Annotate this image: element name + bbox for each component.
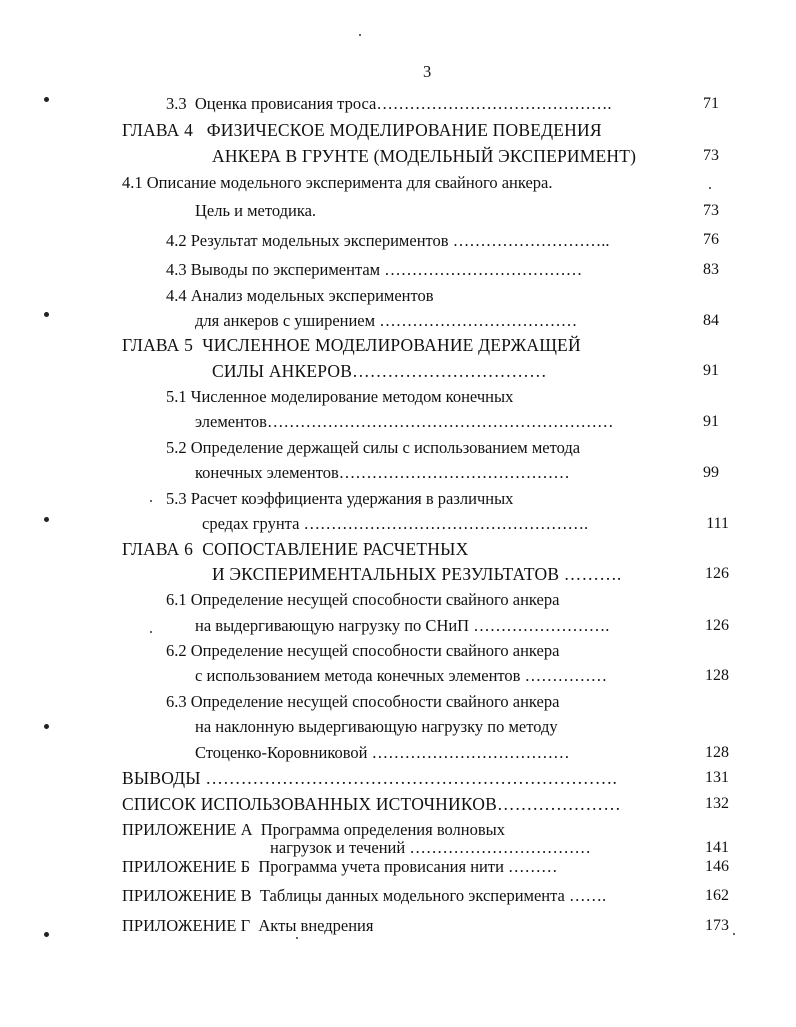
- scan-speck: [150, 500, 152, 502]
- toc-entry-6-1-page: 126: [705, 617, 729, 634]
- toc-entry-4-1-line-1: 4.1 Описание модельного эксперимента для свайного анкера.: [122, 173, 553, 192]
- toc-entry-4-1-line-2: Цель и методика.: [195, 201, 317, 220]
- toc-chapter-4-line-2: АНКЕРА В ГРУНТЕ (МОДЕЛЬНЫЙ ЭКСПЕРИМЕНТ): [212, 146, 637, 166]
- toc-entry-6-3-page: 128: [705, 744, 729, 761]
- toc-appendix-v-line-1: ПРИЛОЖЕНИЕ В Таблицы данных модельного эксперимента …….: [122, 886, 607, 905]
- toc-entry-5-2-line-1: 5.2 Определение держащей силы с использованием метода: [166, 438, 581, 457]
- toc-appendix-a-page: 141: [705, 839, 729, 856]
- scan-speck: [709, 187, 711, 189]
- toc-references-page: 132: [705, 795, 729, 812]
- toc-entry-5-2-line-2: конечных элементов……………………………………: [195, 463, 570, 482]
- toc-chapter-6-page: 126: [705, 565, 729, 582]
- toc-chapter-4-page: 73: [703, 147, 719, 164]
- toc-entry-4-3-page: 83: [703, 261, 719, 278]
- binding-hole-mark: [44, 724, 49, 729]
- toc-entry-3-3-page: 71: [703, 95, 719, 112]
- toc-appendix-b-line-1: ПРИЛОЖЕНИЕ Б Программа учета провисания нити ………: [122, 857, 558, 876]
- toc-entry-5-1-line-2: элементов………………………………………………………: [195, 412, 614, 431]
- toc-entry-5-1-line-1: 5.1 Численное моделирование методом конечных: [166, 387, 514, 406]
- toc-entry-5-3-line-1: 5.3 Расчет коэффициента удержания в различных: [166, 489, 514, 508]
- toc-entry-5-2-page: 99: [703, 464, 719, 481]
- toc-entry-6-2-page: 128: [705, 667, 729, 684]
- toc-chapter-6-line-2: И ЭКСПЕРИМЕНТАЛЬНЫХ РЕЗУЛЬТАТОВ ……….: [212, 564, 622, 584]
- toc-entry-6-1-line-2: на выдергивающую нагрузку по СНиП …………………….: [195, 616, 610, 635]
- toc-conclusions-line-1: ВЫВОДЫ …………………………………………………………….: [122, 768, 618, 788]
- scan-speck: [296, 937, 298, 939]
- toc-entry-6-3-line-3: Стоценко-Коровниковой ………………………………: [195, 743, 570, 762]
- toc-appendix-a-line-2: нагрузок и течений ……………………………: [270, 838, 591, 857]
- page-number: 3: [423, 62, 432, 81]
- toc-entry-6-2-line-1: 6.2 Определение несущей способности свайного анкера: [166, 641, 560, 660]
- toc-entry-4-2-line-1: 4.2 Результат модельных экспериментов ………………………..: [166, 231, 610, 250]
- toc-chapter-4-line-1: ГЛАВА 4 ФИЗИЧЕСКОЕ МОДЕЛИРОВАНИЕ ПОВЕДЕНИЯ: [122, 120, 602, 140]
- toc-entry-5-3-page: 111: [706, 515, 729, 532]
- toc-entry-6-3-line-1: 6.3 Определение несущей способности свайного анкера: [166, 692, 560, 711]
- toc-chapter-5-line-2: СИЛЫ АНКЕРОВ……………………………: [212, 361, 547, 381]
- toc-entry-4-2-page: 76: [703, 231, 719, 248]
- toc-references-line-1: СПИСОК ИСПОЛЬЗОВАННЫХ ИСТОЧНИКОВ…………………: [122, 794, 621, 814]
- binding-hole-mark: [44, 932, 49, 937]
- scan-speck: [359, 34, 361, 36]
- toc-chapter-6-line-1: ГЛАВА 6 СОПОСТАВЛЕНИЕ РАСЧЕТНЫХ: [122, 539, 469, 559]
- toc-entry-4-4-line-2: для анкеров с уширением ………………………………: [195, 311, 578, 330]
- toc-entry-3-3-line-1: 3.3 Оценка провисания троса…………………………………….: [166, 94, 612, 113]
- toc-chapter-5-page: 91: [703, 362, 719, 379]
- toc-entry-6-1-line-1: 6.1 Определение несущей способности свайного анкера: [166, 590, 560, 609]
- binding-hole-mark: [44, 517, 49, 522]
- toc-entry-4-4-line-1: 4.4 Анализ модельных экспериментов: [166, 286, 434, 305]
- toc-entry-4-4-page: 84: [703, 312, 719, 329]
- toc-entry-6-3-line-2: на наклонную выдергивающую нагрузку по методу: [195, 717, 558, 736]
- scan-speck: [150, 631, 152, 633]
- toc-appendix-b-page: 146: [705, 858, 729, 875]
- toc-entry-4-1-page: 73: [703, 202, 719, 219]
- toc-appendix-a-line-1: ПРИЛОЖЕНИЕ А Программа определения волновых: [122, 820, 505, 839]
- binding-hole-mark: [44, 312, 49, 317]
- binding-hole-mark: [44, 97, 49, 102]
- toc-entry-6-2-line-2: с использованием метода конечных элементов ……………: [195, 666, 608, 685]
- toc-chapter-5-line-1: ГЛАВА 5 ЧИСЛЕННОЕ МОДЕЛИРОВАНИЕ ДЕРЖАЩЕЙ: [122, 335, 581, 355]
- toc-appendix-g-line-1: ПРИЛОЖЕНИЕ Г Акты внедрения: [122, 916, 374, 935]
- toc-entry-4-3-line-1: 4.3 Выводы по экспериментам ………………………………: [166, 260, 583, 279]
- toc-appendix-g-page: 173: [705, 917, 729, 934]
- toc-conclusions-page: 131: [705, 769, 729, 786]
- scan-speck: [733, 933, 735, 935]
- toc-entry-5-1-page: 91: [703, 413, 719, 430]
- toc-appendix-v-page: 162: [705, 887, 729, 904]
- toc-entry-5-3-line-2: средах грунта …………………………………………….: [202, 514, 589, 533]
